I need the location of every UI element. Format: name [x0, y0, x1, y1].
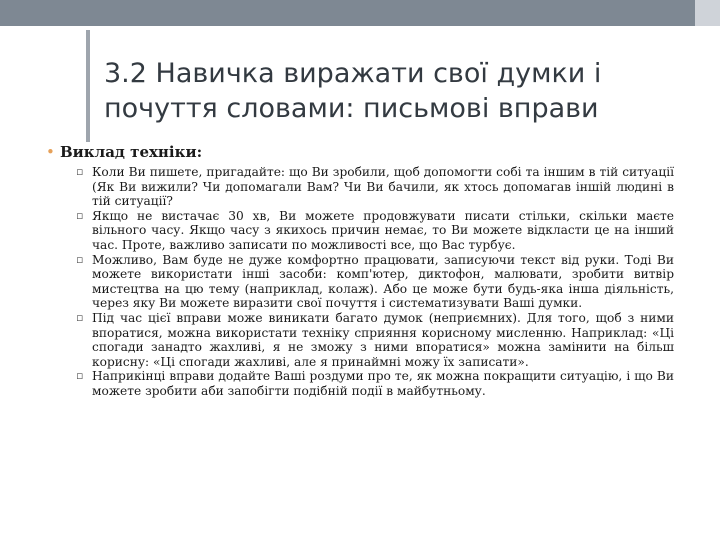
list-item [76, 311, 674, 369]
sub-bullet-list [46, 165, 674, 399]
bullet-icon: • [46, 143, 55, 161]
top-banner-dark [0, 0, 695, 26]
sub-bullet-icon: ▫ [76, 310, 84, 324]
list-item-text: Наприкінці вправи додайте Ваші роздуми про те, як можна покращити ситуацію, і що Ви можете зробити аби запобігти подібній події в майбутньому. [92, 369, 674, 398]
sub-bullet-icon: ▫ [76, 165, 84, 178]
slide-content [46, 143, 674, 399]
list-item-text: Під час цієї вправи може виникати багато думок (неприємних). Для того, щоб з ними впоратися, можна використати техніку сприяння корисному мисленню. Наприклад: «Ці спогади занадто жахливі, я не зможу з ними впоратися» можна замінити на більш корисну: «Ці спогади жахливі, але я принаймні можу їх записати». [92, 310, 674, 369]
list-item-text: Якщо не вистачає 30 хв, Ви можете продовжувати писати стільки, скільки маєте вільного часу. Якщо часу з якихось причин немає, то Ви можете відкласти це на інший час. Проте, важливо записати по можливості все, що Вас турбує. [92, 208, 674, 252]
main-bullet-item [46, 143, 674, 162]
list-item [76, 165, 674, 209]
sub-bullet-icon: ▫ [76, 208, 84, 222]
section-heading: Виклад техніки: [60, 143, 203, 161]
top-banner-accent [695, 0, 720, 26]
list-item-text: Коли Ви пишете, пригадайте: що Ви зробили, щоб допомогти собі та іншим в тій ситуації (Як Ви вижили? Чи допомагали Вам? Чи Ви бачили, як хтось допомагав іншій людині в тій ситуації? [92, 165, 674, 209]
list-item [76, 369, 674, 398]
title-rule [86, 30, 90, 142]
list-item [76, 209, 674, 253]
list-item [76, 253, 674, 311]
sub-bullet-icon: ▫ [76, 252, 84, 266]
slide-title: 3.2 Навичка виражати свої думки і почуття словами: письмові вправи [104, 58, 602, 124]
list-item-text: Можливо, Вам буде не дуже комфортно працювати, записуючи текст від руки. Тоді Ви можете використати інші засоби: комп'ютер, диктофон, малювати, зробити витвір мистецтва на цю тему (наприклад, колаж). Або це може бути будь-яка інша діяльність, через яку Ви можете виразити свої почуття і систематизувати Ваші думки. [92, 252, 674, 311]
sub-bullet-icon: ▫ [76, 369, 84, 383]
top-banner [0, 0, 720, 26]
